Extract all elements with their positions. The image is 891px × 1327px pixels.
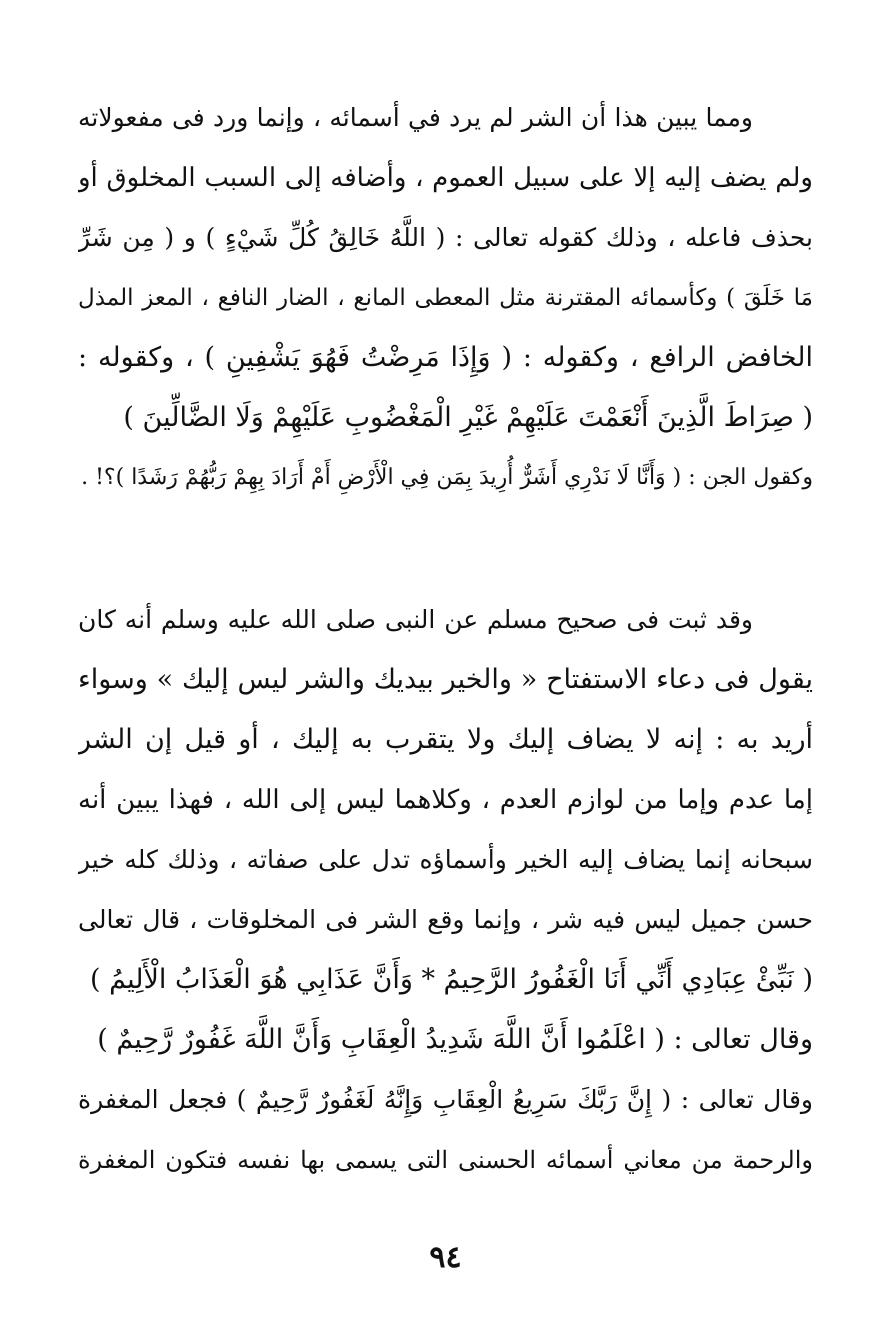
text-line: ( صِرَاطَ الَّذِينَ أَنْعَمْتَ عَلَيْهِمْ غَيْرِ الْمَغْضُوبِ عَلَيْهِمْ وَلَا الضَّالِّينَ ): [123, 402, 813, 433]
text-line: حسن جميل ليس فيه شر ، وإنما وقع الشر فى المخلوقات ، قال تعالى: [78, 905, 813, 934]
text-line: أريد به : إنه لا يضاف إليك ولا يتقرب به إليك ، أو قيل إن الشر: [78, 724, 813, 755]
paragraph-2: [78, 590, 813, 1190]
text-line: بحذف فاعله ، وذلك كقوله تعالى : ( اللَّهُ خَالِقُ كُلِّ شَيْءٍ ) و ( مِن شَرِّ: [78, 223, 813, 252]
text-line: إما عدم وإما من لوازم العدم ، وكلاهما ليس إلى الله ، فهذا يبين أنه: [78, 785, 813, 815]
text-line: ( نَبِّئْ عِبَادِي أَنِّي أَنَا الْغَفُورُ الرَّحِيمُ * وَأَنَّ عَذَابِي هُوَ الْعَذَابُ الْأَلِيمُ ): [90, 964, 813, 995]
text-line: سبحانه إنما يضاف إليه الخير وأسماؤه تدل على صفاته ، وذلك كله خير: [78, 845, 813, 874]
text-line: ولم يضف إليه إلا على سبيل العموم ، وأضافه إلى السبب المخلوق أو: [78, 163, 813, 193]
text-line: مَا خَلَقَ ) وكأسمائه المقترنة مثل المعطى المانع ، الضار النافع ، المعز المذل: [78, 285, 813, 311]
paragraph-1: [78, 88, 813, 508]
text-line: يقول فى دعاء الاستفتاح « والخير بيديك والشر ليس إليك » وسواء: [78, 664, 813, 695]
text-line: ومما يبين هذا أن الشر لم يرد في أسمائه ، وإنما ورد فى مفعولاته: [78, 103, 753, 132]
text-line: الخافض الرافع ، وكقوله : ( وَإِذَا مَرِضْتُ فَهُوَ يَشْفِينِ ) ، وكقوله :: [78, 342, 813, 373]
text-line: وقال تعالى : ( اعْلَمُوا أَنَّ اللَّهَ شَدِيدُ الْعِقَابِ وَأَنَّ اللَّهَ غَفُورٌ رَّحِيمٌ ): [97, 1024, 813, 1055]
text-line: وقال تعالى : ( إِنَّ رَبَّكَ سَرِيعُ الْعِقَابِ وَإِنَّهُ لَغَفُورٌ رَّحِيمٌ ) فجعل المغفرة: [78, 1085, 813, 1114]
text-line: وكقول الجن : ( وَأَنَّا لَا نَدْرِي أَشَرٌّ أُرِيدَ بِمَن فِي الْأَرْضِ أَمْ أَرَادَ بِهِمْ رَبُّهُمْ رَشَدًا )؟! .: [81, 465, 813, 490]
text-line: والرحمة من معاني أسمائه الحسنى التى يسمى بها نفسه فتكون المغفرة: [78, 1146, 813, 1174]
page-number: ٩٤: [429, 1240, 462, 1275]
text-line: وقد ثبت فى صحيح مسلم عن النبى صلى الله عليه وسلم أنه كان: [78, 605, 753, 634]
